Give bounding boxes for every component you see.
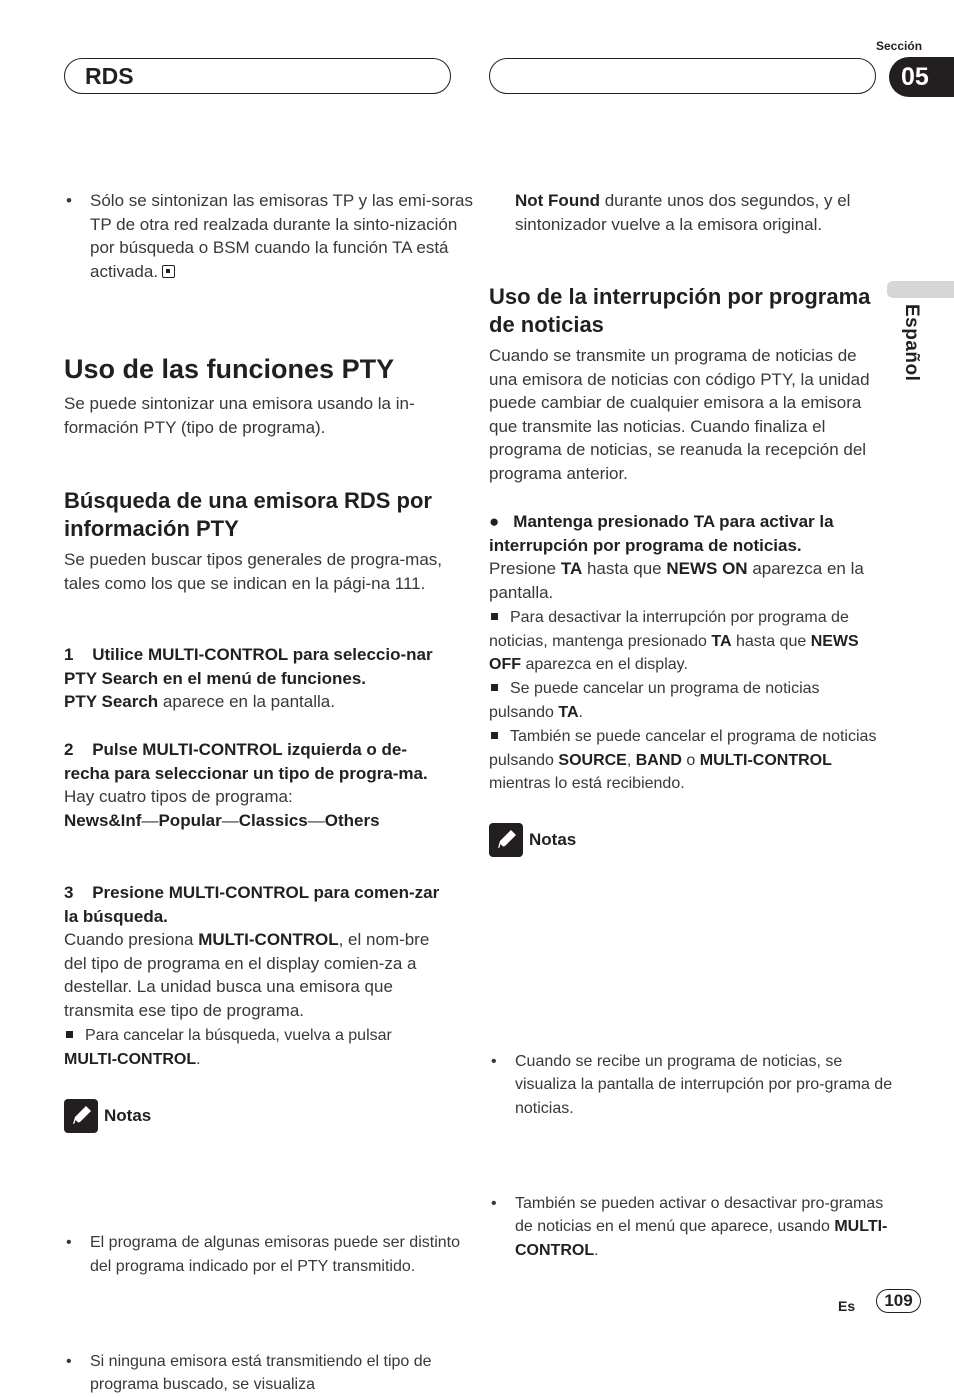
square-bullet-icon xyxy=(66,1031,73,1038)
type-separator: — xyxy=(221,810,239,830)
step-3-desc-pre: Cuando presiona xyxy=(64,930,199,950)
step-2-text: Pulse MULTI-CONTROL izquierda o de-recha para seleccionar un tipo de progra-ma. xyxy=(64,740,428,783)
news-sub-3-t3: o xyxy=(681,751,700,769)
news-sub-3-b2: BAND xyxy=(635,751,682,769)
page-number: 109 xyxy=(876,1289,921,1313)
square-bullet-icon xyxy=(491,732,498,739)
note-right-2-bold: MULTI-CONTROL xyxy=(515,1218,888,1259)
type-separator: — xyxy=(307,810,325,830)
news-sub-2-t1: Se puede cancelar un programa de noticias pulsando xyxy=(489,680,820,721)
notes-heading-left xyxy=(64,1099,151,1133)
news-sub-3-b3: MULTI-CONTROL xyxy=(699,751,832,769)
news-sub-2 xyxy=(489,677,877,724)
section-heading-pty: Búsqueda de una emisora RDS por información PTY xyxy=(64,488,432,541)
news-action-bold: Mantenga presionado TA para activar la interrupción por programa de noticias. xyxy=(489,512,834,555)
step-2-number: 2 xyxy=(64,740,74,759)
intro-text: Se puede sintonizar una emisora usando la in-formación PTY (tipo de programa). xyxy=(64,394,415,437)
notes-heading-right xyxy=(489,823,576,857)
header-title: RDS xyxy=(85,63,134,89)
step-3-note-bold: MULTI-CONTROL xyxy=(64,1050,197,1068)
program-type-4: Others xyxy=(324,810,380,830)
note-right-1: • Cuando se recibe un programa de noticias, se visualiza la pantalla de interrupción por pro-grama de noticias. xyxy=(491,1052,893,1117)
notes-title-right: Notas xyxy=(529,830,577,849)
footer-lang-code: Es xyxy=(838,1298,856,1314)
section-label: Sección xyxy=(876,39,923,53)
news-action-t3: aparezca en la pantalla. xyxy=(489,559,864,602)
step-3-note-end: . xyxy=(196,1050,201,1068)
note-left-1-text: El programa de algunas emisoras puede ser distinto del programa indicado por el PTY transmitido. xyxy=(90,1234,460,1275)
news-sub-1-t2: hasta que xyxy=(731,632,811,650)
language-tab xyxy=(887,281,954,298)
continued-rest: durante unos dos segundos, y el sintonizador vuelve a la emisora original. xyxy=(515,191,851,234)
program-type-2: Popular xyxy=(158,810,222,830)
step-3-note-text: Para cancelar la búsqueda, vuelva a pulsar xyxy=(85,1027,392,1044)
note-left-2-text: Si ninguna emisora está transmitiendo el tipo de programa buscado, se visualiza xyxy=(90,1352,432,1394)
step-1-text: Utilice MULTI-CONTROL para seleccio-nar PTY Search en el menú de funciones. xyxy=(64,645,433,688)
header-right-pill xyxy=(489,58,876,94)
program-type-1: News&Inf xyxy=(64,810,142,830)
square-bullet-icon xyxy=(491,684,498,691)
section-heading-news: Uso de la interrupción por programa de noticias xyxy=(489,284,871,337)
step-3-number: 3 xyxy=(64,883,74,902)
bullet-tp: • Sólo se sintonizan las emisoras TP y las emi-soras TP de otra red realzada durante la sinto-nización por búsqueda o BSM cuando la función TA está activada. xyxy=(66,191,473,281)
step-3-note xyxy=(64,1024,450,1071)
news-sub-2-b1: TA xyxy=(558,703,579,721)
stop-icon xyxy=(162,265,175,278)
language-label: Español xyxy=(901,304,922,382)
news-sub-1-b1: TA xyxy=(711,632,732,650)
news-sub-3-b1: SOURCE xyxy=(558,751,627,769)
note-left-1: • El programa de algunas emisoras puede ser distinto del programa indicado por el PTY transmitido. xyxy=(66,1234,460,1275)
news-sub-1-t3: aparezca en el display. xyxy=(521,656,688,674)
not-found-bold: Not Found xyxy=(515,191,600,210)
note-right-2-end: . xyxy=(594,1241,599,1259)
news-sub-3-t1: También se puede cancelar el programa de noticias pulsando xyxy=(489,728,877,769)
pencil-icon xyxy=(489,823,523,857)
step-1-result: aparece en la pantalla. xyxy=(158,692,335,712)
pty-desc: Se pueden buscar tipos generales de progra-mas, tales como los que se indican en la pági-na 111. xyxy=(64,550,443,593)
note-right-1-text: Cuando se recibe un programa de noticias, se visualiza la pantalla de interrupción por pro-grama de noticias. xyxy=(515,1052,893,1117)
news-sub-1-b2: NEWS OFF xyxy=(489,632,859,674)
news-sub-2-t2: . xyxy=(578,703,583,721)
note-left-2: • Si ninguna emisora está transmitiendo el tipo de programa buscado, se visualiza xyxy=(66,1352,432,1394)
news-sub-3 xyxy=(489,725,877,796)
news-sub-1-t1: Para desactivar la interrupción por programa de noticias, mantenga presionado xyxy=(489,609,849,650)
news-intro: Cuando se transmite un programa de noticias de una emisora de noticias con código PTY, la unidad puede cambiar de cualquier emisora a la emisora que transmite las noticias. Cuando finaliza el programa de noticias, se reanuda la recepción del programa anterior. xyxy=(489,346,870,483)
pencil-icon xyxy=(64,1099,98,1133)
bullet-tp-text: Sólo se sintonizan las emisoras TP y las emi-soras TP de otra red realzada durante la sinto-nización por búsqueda o BSM cuando la función TA está activada. xyxy=(90,191,473,281)
news-action-t2: hasta que xyxy=(582,559,667,579)
filled-circle-icon: ● xyxy=(489,512,500,531)
news-action-b2: NEWS ON xyxy=(666,559,748,579)
section-number: 05 xyxy=(889,57,954,97)
program-type-3: Classics xyxy=(238,810,308,830)
news-sub-3-t2: , xyxy=(626,751,636,769)
type-separator: — xyxy=(141,810,159,830)
step-3-desc-post: , el nom-bre del tipo de programa en el display comien-za a destellar. La unidad busca una emisora que transmita ese tipo de programa. xyxy=(64,930,430,1020)
notes-title-left: Notas xyxy=(104,1106,152,1125)
note-right-2: • También se pueden activar o desactivar pro-gramas de noticias en el menú que aparece, usando MULTI-CONTROL. xyxy=(491,1194,888,1259)
continued-text xyxy=(515,189,877,236)
step-3-desc-bold: MULTI-CONTROL xyxy=(198,930,339,950)
news-sub-3-t4: mientras lo está recibiendo. xyxy=(489,775,685,793)
square-bullet-icon xyxy=(491,613,498,620)
step-2-desc: Hay cuatro tipos de programa: xyxy=(64,787,293,807)
news-action-b1: TA xyxy=(560,559,583,579)
step-1-result-bold: PTY Search xyxy=(64,692,159,712)
news-sub-1 xyxy=(489,606,877,677)
news-action xyxy=(489,510,877,604)
note-right-2-pre: También se pueden activar o desactivar pro-gramas de noticias en el menú que aparece, usando xyxy=(515,1194,884,1236)
step-3-text: Presione MULTI-CONTROL para comen-zar la búsqueda. xyxy=(64,883,440,926)
step-3 xyxy=(64,881,450,1023)
header-left-pill xyxy=(64,58,451,94)
news-action-t1: Presione xyxy=(489,559,561,579)
step-1-number: 1 xyxy=(64,645,74,664)
page-title: Uso de las funciones PTY xyxy=(64,354,395,384)
step-1 xyxy=(64,643,450,714)
step-2 xyxy=(64,738,450,832)
